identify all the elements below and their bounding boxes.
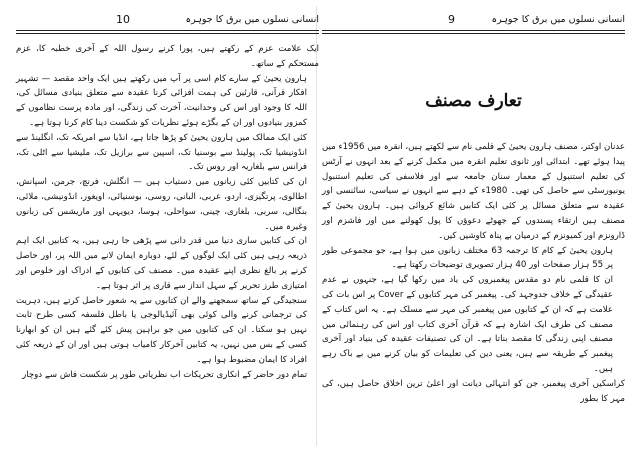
paragraph: ہارون یحییٰ کے سارے کام اسی پر آپ میں رکھتے ہیں ایک واحد مقصد — تشہیر افکار قرآنی، قارئین کی ہمت افزائی کرنا عقیدہ سے متعلق بنیادی مسائل کی، اللہ کا وجود اور اس کی وحدانیت، آخرت کی زندگی، اور مادہ پرست نظاموں کے کمزور بنیادوں اور ان کے بگڑے ہوئے نظریات کو شکست دینا کام کرنا ہوتا ہے۔ [16,73,307,128]
right-page-body [322,140,625,406]
header-rule [322,30,625,31]
paragraph: ان کی کتابیں ساری دنیا میں قدر دانی سے پڑھی جا رہی ہیں، یہ کتابیں ایک اہم ذریعہ رہی ہیں کئی ایک لوگوں کے لئے، دوبارہ ایمان لانے میں اللہ پر، اور حاصل کرنے پر بالغ نظری اپنے عقیدہ میں۔ مصنف کی کتابوں کے ادراک اور خلوص اور امتیازی طرز تحریر کے سہل انداز سے قاری پر اثر ہوتا ہے۔ [16,236,307,291]
paragraph: ان کا قلمی نام دو مقدس پیغمبروں کی یاد میں رکھا گیا ہے، جنہوں نے عدم عقیدگی کے خلاف جدوجہد کی۔ پیغمبر کی مہر کتابوں کے Cover پر اس بات کی علامت ہے کہ ان کے کتابوں میں پیغمبر کی مہر سے مسلک ہے۔ یہ اس کتاب کے مصنف کی طرف ایک اشارہ ہے کہ قرآن آخری کتاب اور اس کی رہنمائی میں مصنف اپنی زندگی کا مقصد بناتا ہے۔ ان کی تصنیفات عقیدہ کی بنیاد اور آخری پیغمبر کے طریقہ سے ہیں، یعنی دین کی تعلیمات کو بیان کرنے میں بے باک رہے ہیں۔ [322,275,614,374]
paragraph: ان کی کتابیں کئی زبانوں میں دستیاب ہیں — انگلش، فرنچ، جرمن، اسپانش، اطالوی، پرتگیزی، اردو، عربی، البانی، روسی، بوسنیائی، اویغور، انڈونیشی، ملائی، بنگالی، سربی، بلغاری، چینی، سواحلی، ہوسا، دیویہی اور ماریشس کی زبانوں وغیرہ میں۔ [16,177,307,232]
header-rule [16,30,319,31]
paragraph: سنجیدگی کے ساتھ سمجھنے والے ان کتابوں سے یہ شعور حاصل کرتے ہیں، دہریت کی ترجمانی کرنے والی کوئی بھی آئیڈیالوجی یا باطل فلسفہ کسی طرح ثابت نہیں ہو سکتا۔ ان کی کتابوں میں جو براہین پیش کئے گئے ہیں ان کو ابھارنا کسی کے بس میں نہیں، یہ کتابیں آخرکار کامیاب ہوتی ہیں اور ان کے ذریعہ کئی افراد کا ایمان مضبوط ہوا ہے۔ [16,295,307,365]
paragraph: عدنان اوکتر، مصنف ہارون یحییٰ کے قلمی نام سے لکھتے ہیں، انقرہ میں 1956ء میں پیدا ہوئے تھے۔ ابتدائی اور ثانوی تعلیم انقرہ میں مکمل کرنے کے بعد انہوں نے آرٹس کی تعلیم استنبول کے معمار سنان جامعہ سے اور فلاسفی کی تعلیم استنبول یونیورسٹی سے حاصل کی تھی۔ 1980ء کے دہے سے انہوں نے سیاسی، سائنسی اور عقیدہ سے متعلق مسائل پر کئی ایک کتابیں شائع کروائی ہیں۔ ہارون یحییٰ کے مصنف ہیں ارتقاء پسندوں کے جھوٹے دعوؤں کا پول کھولنے میں اور فاشزم اور ڈارونزم اور کمیونزم کے درمیان بے پناہ کاوشیں کیں۔ [322,142,625,241]
page-number: 10 [116,13,130,26]
paragraph: کئی ایک ممالک میں ہارون یحییٰ کو پڑھا جاتا ہے، انڈیا سے امریکہ تک، انگلینڈ سے انڈونیشیا تک، پولینڈ سے بوسنیا تک، اسپین سے برازیل تک، ملیشیا سے اٹلی تک، فرانس سے بلغاریہ اور روس تک۔ [16,132,307,173]
paragraph: ہارون یحییٰ کے کام کا ترجمہ 63 مختلف زبانوں میں ہوا ہے، جو مجموعی طور پر 55 ہزار صفحات اور 40 ہزار تصویری توضیحات رکھتا ہے۔ [322,245,613,271]
chapter-heading: تعارف مصنف [425,91,522,111]
right-page-header [322,12,625,28]
right-page [322,0,625,451]
left-page-body [16,42,319,382]
paragraph: تمام دور حاضر کے انکاری تحریکات اب نظریاتی طور پر شکست فاش سے دوچار [22,369,307,380]
running-title: انسانی نسلوں میں برق کا جوہرہ [185,14,319,25]
page-number: 9 [448,13,455,26]
running-title: انسانی نسلوں میں برق کا جوہرہ [491,14,625,25]
paragraph: کراسکیں آخری پیغمبر، جن کو انتہائی دیانت اور اعلیٰ ترین اخلاق حاصل ہیں، کی مہر کا بطور [322,378,625,404]
paragraph: ایک علامت عزم کے رکھتے ہیں، پورا کرنے رسول اللہ کے آخری خطبہ کا، عزم مستحکم کے ساتھ۔ [16,44,319,69]
left-page-header [16,12,319,28]
left-page [16,0,319,451]
